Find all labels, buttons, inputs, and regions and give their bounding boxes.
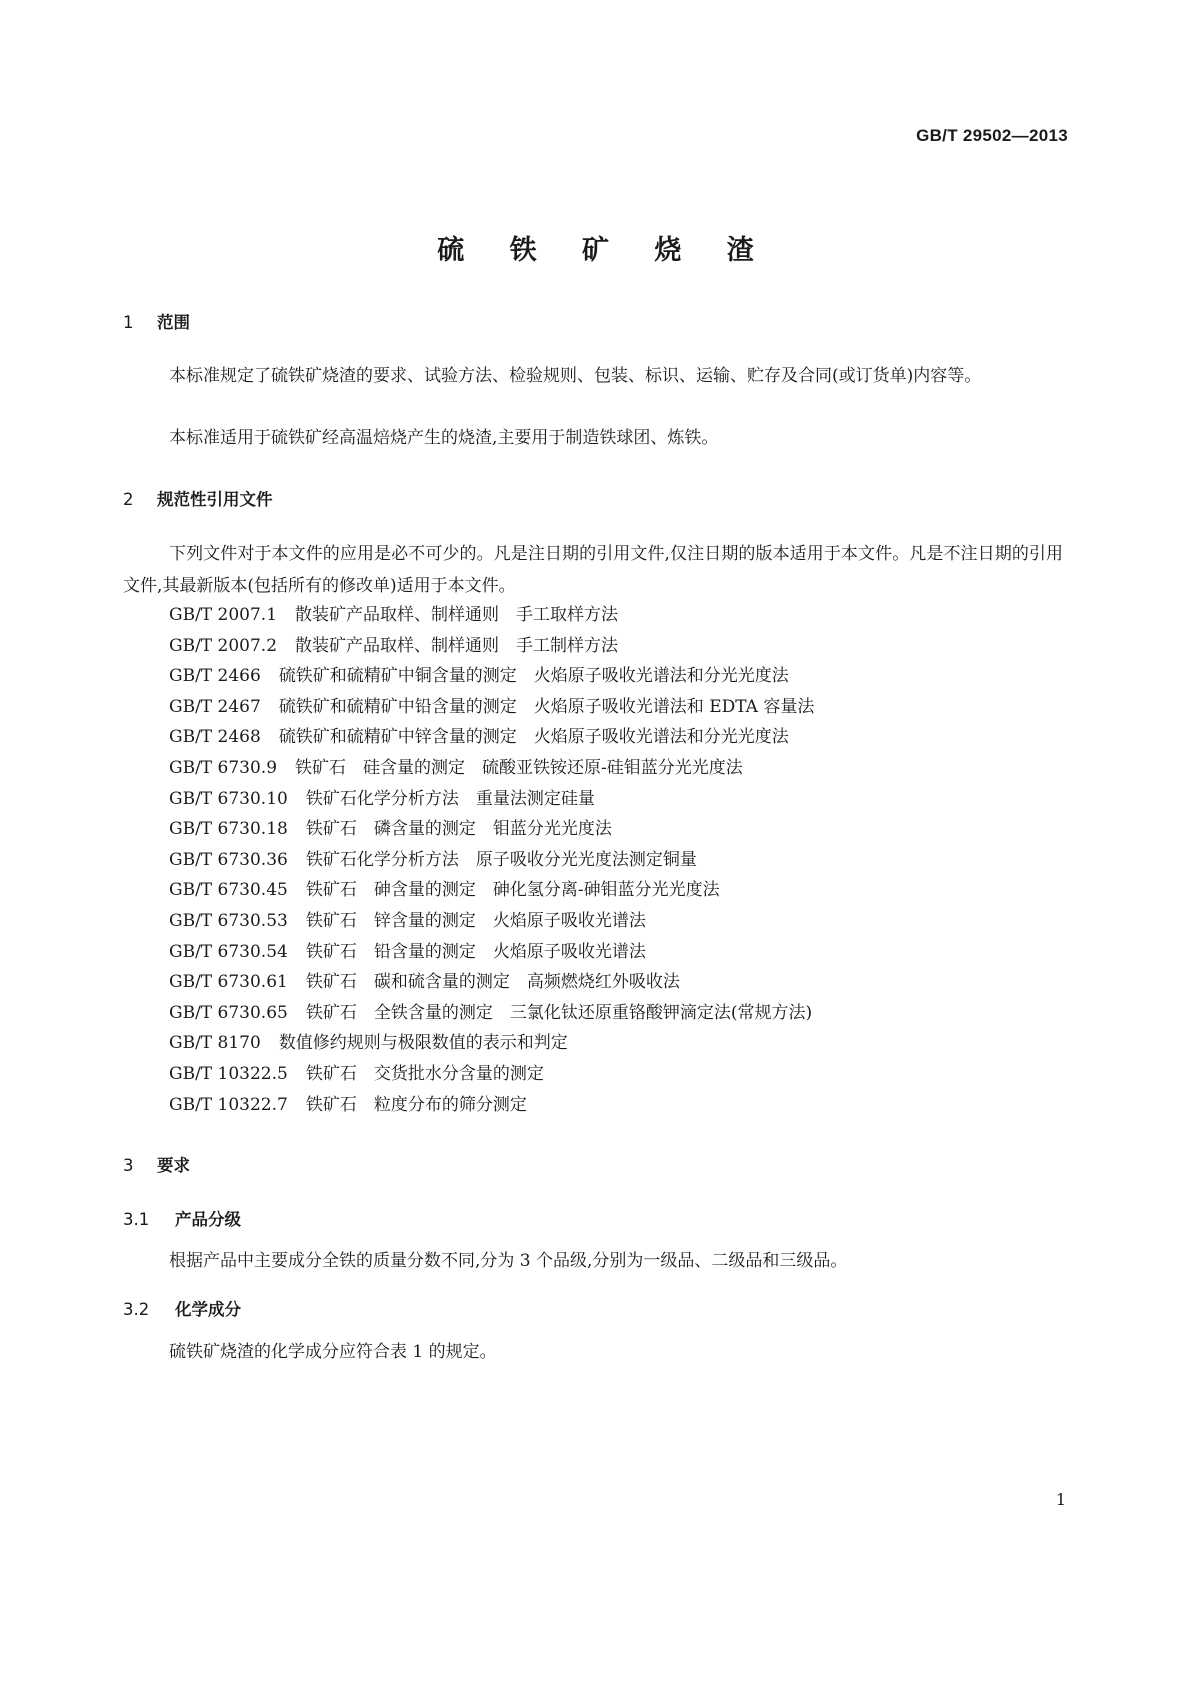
reference-title: 铁矿石 交货批水分含量的测定 xyxy=(305,1063,544,1084)
scope-paragraph-2: 本标准适用于硫铁矿经高温焙烧产生的烧渣,主要用于制造铁球团、炼铁。 xyxy=(169,428,719,448)
reference-code: GB/T 10322.5 xyxy=(169,1063,288,1084)
reference-title: 铁矿石化学分析方法 重量法测定硅量 xyxy=(305,788,595,809)
reference-code: GB/T 10322.7 xyxy=(169,1094,288,1115)
reference-item xyxy=(169,600,814,631)
page-number: 1 xyxy=(1055,1490,1066,1509)
section-3-heading xyxy=(123,1152,190,1176)
scope-paragraph-1: 本标准规定了硫铁矿烧渣的要求、试验方法、检验规则、包装、标识、运输、贮存及合同(或订货单)内容等。 xyxy=(169,366,982,386)
reference-item xyxy=(169,722,814,753)
reference-title: 硫铁矿和硫精矿中铅含量的测定 火焰原子吸收光谱法和 EDTA 容量法 xyxy=(278,696,815,717)
reference-title: 铁矿石 粒度分布的筛分测定 xyxy=(305,1094,527,1115)
reference-code: GB/T 6730.36 xyxy=(169,849,288,870)
reference-item xyxy=(169,814,814,845)
section-title: 规范性引用文件 xyxy=(157,490,273,509)
reference-code: GB/T 2466 xyxy=(169,666,261,687)
reference-code: GB/T 6730.53 xyxy=(169,910,288,931)
reference-title: 铁矿石 砷含量的测定 砷化氢分离-砷钼蓝分光光度法 xyxy=(305,880,720,901)
section-1-heading xyxy=(123,309,190,333)
reference-code: GB/T 6730.65 xyxy=(169,1002,288,1023)
reference-title: 数值修约规则与极限数值的表示和判定 xyxy=(278,1033,568,1054)
reference-item xyxy=(169,753,814,784)
reference-title: 铁矿石化学分析方法 原子吸收分光光度法测定铜量 xyxy=(305,849,697,870)
reference-code: GB/T 6730.61 xyxy=(169,972,288,993)
reference-code: GB/T 6730.54 xyxy=(169,941,288,962)
reference-title: 硫铁矿和硫精矿中铜含量的测定 火焰原子吸收光谱法和分光光度法 xyxy=(278,666,789,687)
chemical-composition-paragraph: 硫铁矿烧渣的化学成分应符合表 1 的规定。 xyxy=(169,1342,497,1362)
reference-title: 散装矿产品取样、制样通则 手工制样方法 xyxy=(295,635,619,656)
section-3-1-heading xyxy=(123,1206,241,1230)
standard-number: GB/T 29502—2013 xyxy=(916,126,1068,145)
section-title: 化学成分 xyxy=(175,1300,241,1319)
reference-code: GB/T 2468 xyxy=(169,727,261,748)
reference-title: 铁矿石 全铁含量的测定 三氯化钛还原重铬酸钾滴定法(常规方法) xyxy=(305,1002,813,1023)
section-2-heading xyxy=(123,486,273,510)
reference-title: 铁矿石 锌含量的测定 火焰原子吸收光谱法 xyxy=(305,910,646,931)
reference-item xyxy=(169,1059,814,1090)
reference-code: GB/T 6730.18 xyxy=(169,819,288,840)
section-number: 2 xyxy=(123,490,134,509)
reference-code: GB/T 2467 xyxy=(169,696,261,717)
reference-title: 铁矿石 铅含量的测定 火焰原子吸收光谱法 xyxy=(305,941,646,962)
reference-item xyxy=(169,937,814,968)
reference-title: 铁矿石 磷含量的测定 钼蓝分光光度法 xyxy=(305,819,612,840)
section-3-2-heading xyxy=(123,1296,241,1320)
reference-title: 硫铁矿和硫精矿中锌含量的测定 火焰原子吸收光谱法和分光光度法 xyxy=(278,727,789,748)
reference-item xyxy=(169,906,814,937)
normative-references-list xyxy=(169,600,814,1120)
reference-code: GB/T 6730.9 xyxy=(169,757,278,778)
section-title: 产品分级 xyxy=(175,1210,241,1229)
reference-item xyxy=(169,784,814,815)
document-title: 硫 铁 矿 烧 渣 xyxy=(437,235,772,266)
references-intro: 下列文件对于本文件的应用是必不可少的。凡是注日期的引用文件,仅注日期的版本适用于本文件。凡是不注日期的引用文件,其最新版本(包括所有的修改单)适用于本文件。 xyxy=(123,544,1063,596)
reference-item xyxy=(169,692,814,723)
section-title: 要求 xyxy=(157,1156,190,1175)
reference-item xyxy=(169,875,814,906)
grading-paragraph: 根据产品中主要成分全铁的质量分数不同,分为 3 个品级,分别为一级品、二级品和三级品。 xyxy=(169,1251,848,1271)
reference-code: GB/T 6730.45 xyxy=(169,880,288,901)
section-title: 范围 xyxy=(157,313,190,332)
reference-code: GB/T 8170 xyxy=(169,1033,261,1054)
reference-title: 铁矿石 碳和硫含量的测定 高频燃烧红外吸收法 xyxy=(305,972,680,993)
reference-item xyxy=(169,998,814,1029)
reference-code: GB/T 2007.2 xyxy=(169,635,278,656)
reference-item xyxy=(169,967,814,998)
reference-item xyxy=(169,1090,814,1121)
reference-code: GB/T 6730.10 xyxy=(169,788,288,809)
reference-item xyxy=(169,661,814,692)
section-number: 1 xyxy=(123,313,134,332)
reference-title: 铁矿石 硅含量的测定 硫酸亚铁铵还原-硅钼蓝分光光度法 xyxy=(295,757,743,778)
reference-item xyxy=(169,1028,814,1059)
section-number: 3 xyxy=(123,1156,134,1175)
reference-item xyxy=(169,631,814,662)
reference-title: 散装矿产品取样、制样通则 手工取样方法 xyxy=(295,605,619,625)
section-number: 3.1 xyxy=(123,1210,150,1229)
section-number: 3.2 xyxy=(123,1300,150,1319)
reference-item xyxy=(169,845,814,876)
reference-code: GB/T 2007.1 xyxy=(169,605,278,625)
